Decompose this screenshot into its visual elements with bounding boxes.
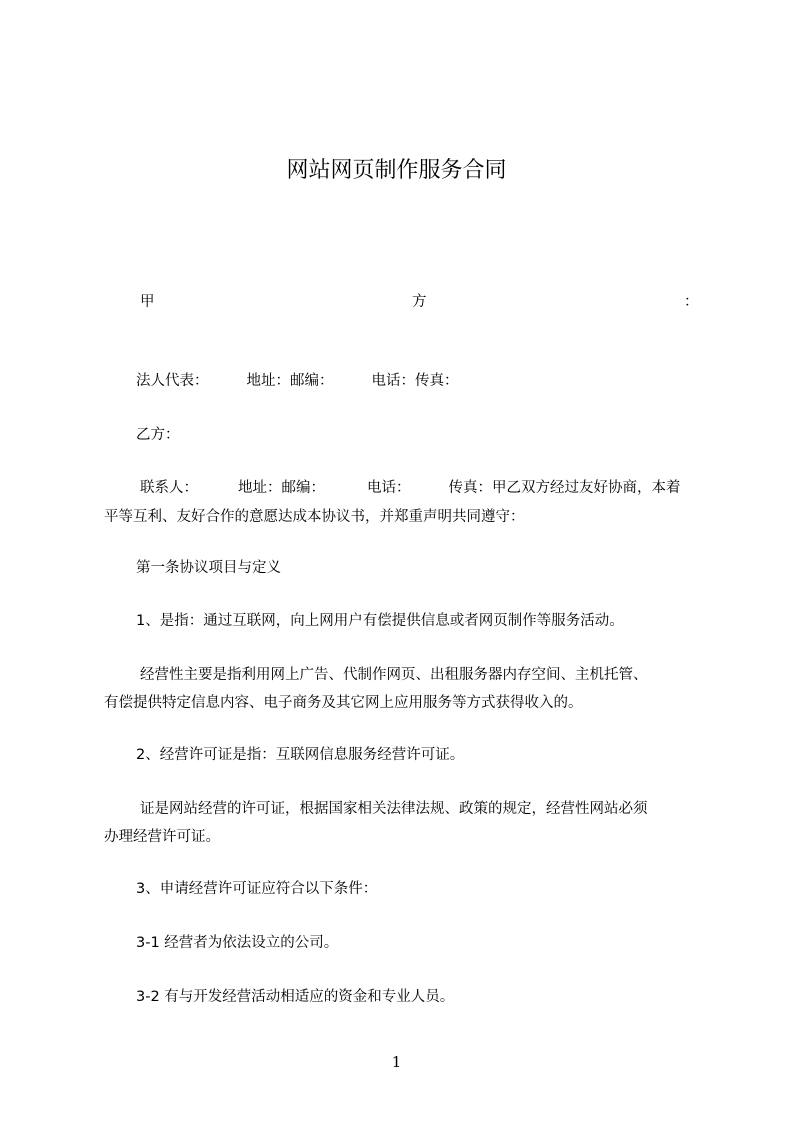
item-1: 1、是指：通过互联网，向上网用户有偿提供信息或者网页制作等服务活动。 bbox=[136, 613, 624, 629]
party-b-line2: 平等互利、友好合作的意愿达成本协议书，并郑重声明共同遵守： bbox=[104, 509, 525, 525]
para-business-line2: 有偿提供特定信息内容、电子商务及其它网上应用服务等方式获得收入的。 bbox=[104, 695, 583, 711]
party-a-middle: 方 bbox=[412, 294, 427, 310]
party-b-phone-label: 电话： bbox=[367, 480, 411, 496]
party-b-address-zip-label: 地址：邮编： bbox=[238, 480, 325, 496]
party-a-label: 甲 bbox=[140, 294, 155, 310]
item-3: 3、申请经营许可证应符合以下条件： bbox=[136, 881, 378, 897]
legal-rep-label: 法人代表： bbox=[136, 373, 209, 389]
para-license-line1: 证是网站经营的许可证，根据国家相关法律法规、政策的规定，经营性网站必须 bbox=[140, 801, 648, 817]
party-a-colon: ： bbox=[684, 294, 699, 310]
para-license-line2: 办理经营许可证。 bbox=[104, 829, 220, 845]
party-b-label: 乙方： bbox=[136, 427, 180, 443]
address-zip-label: 地址：邮编： bbox=[246, 373, 334, 389]
fax-intro-text: 传真：甲乙双方经过友好协商，本着 bbox=[448, 480, 681, 496]
article-1-heading: 第一条协议项目与定义 bbox=[136, 560, 281, 576]
para-business-line1: 经营性主要是指利用网上广告、代制作网页、出租服务器内存空间、主机托管、 bbox=[140, 667, 648, 683]
item-2: 2、经营许可证是指：互联网信息服务经营许可证。 bbox=[136, 747, 465, 763]
page-title: 网站网页制作服务合同 bbox=[286, 157, 507, 183]
phone-fax-label: 电话：传真： bbox=[371, 373, 459, 389]
party-b-details bbox=[104, 473, 700, 503]
page-number: 1 bbox=[391, 1053, 402, 1071]
item-3-2: 3-2 有与开发经营活动相适应的资金和专业人员。 bbox=[136, 989, 455, 1005]
party-a-details bbox=[104, 366, 700, 396]
contact-label: 联系人： bbox=[140, 480, 198, 496]
item-3-1: 3-1 经营者为依法设立的公司。 bbox=[136, 935, 339, 951]
